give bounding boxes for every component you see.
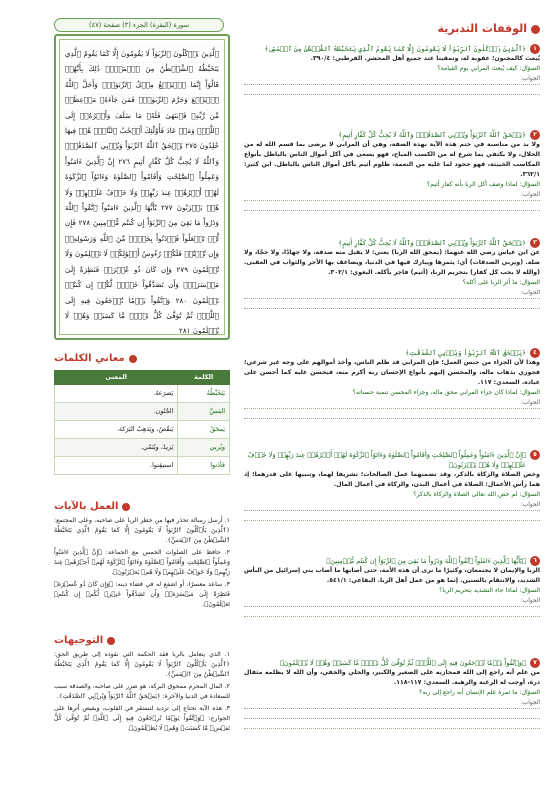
meaning-cell: يَزيدُ، ويُنَمّي. (55, 439, 178, 457)
section-dot-icon (129, 355, 137, 363)
question-number: ٣ (530, 238, 540, 248)
answer-line[interactable] (244, 85, 540, 95)
col-word: الكلمة (178, 371, 230, 385)
answer-line[interactable] (244, 607, 540, 617)
question-number: ٦ (530, 556, 540, 566)
surah-header: سورة (البقرة) الجزء (٣) صفحة (٤٧) (54, 18, 224, 32)
question-ask: السؤال: لم خص الله تعالى الصلاة والزكاة بالذكر؟ (413, 491, 540, 498)
meaning-cell: يَصرَعهُ. (55, 385, 178, 403)
quran-frame (54, 34, 230, 340)
question-number: ١ (530, 44, 540, 54)
question-number: ٤ (530, 348, 540, 358)
question-verse: ﴿إِنَّ ٱلَّذِينَ ءَامَنُواْ وَعَمِلُواْ ٱلصَّٰلِحَٰتِ وَأَقَامُواْ ٱلصَّلَوٰةَ وَءَاتَوُاْ ٱلزَّكَوٰةَ لَهُمۡ أَجۡرُهُمۡ عِندَ رَبِّهِمۡ وَلَا خَوۡفٌ عَلَيۡهِمۡ وَلَا هُمۡ يَحۡزَنُونَ﴾ (247, 451, 526, 469)
question-7 (244, 658, 540, 729)
words-title-wrap (54, 352, 137, 366)
question-3 (244, 238, 540, 309)
question-ask: السؤال: لماذا وصف أكل الربا بأنه كفار أثيم؟ (426, 181, 540, 188)
col-meaning: المعنى (55, 371, 178, 385)
left-column (18, 18, 230, 784)
table-row (55, 439, 230, 457)
word-cell: يَتَخَبَّطُهُ (178, 385, 230, 403)
list-item: ١. الذي يتعامل بالربا فقد الحكمة التي تقوده إلى طريق الحق: ﴿ٱلَّذِينَ يَأۡكُلُونَ ٱلرِّبَوٰاْ لَا يَقُومُونَ إِلَّا كَمَا يَقُومُ ٱلَّذِي يَتَخَبَّطُهُ ٱلشَّيۡطَٰنُ مِنَ ٱلۡمَسِّ﴾. (54, 651, 230, 678)
question-verse: ﴿يَمۡحَقُ ٱللَّهُ ٱلرِّبَوٰاْ وَيُرۡبِي ٱلصَّدَقَٰتِۗ وَٱللَّهُ لَا يُحِبُّ كُلَّ كَفَّارٍ أَثِيمٍ﴾ (338, 131, 526, 139)
answer-line[interactable] (244, 719, 540, 729)
question-verse: ﴿يَمۡحَقُ ٱللَّهُ ٱلرِّبَوٰاْ وَيُرۡبِي ٱلصَّدَقَٰتِۗ وَٱللَّهُ لَا يُحِبُّ كُلَّ كَفَّارٍ أَثِيمٍ﴾ (338, 239, 526, 247)
right-column (244, 18, 540, 784)
list-item: ١. أرسل رسالة تحذر فيها من خطر الربا على صاحبه، وعلى المجتمع: ﴿ٱلَّذِينَ يَأۡكُلُونَ ٱلرِّبَوٰاْ لَا يَقُومُونَ إِلَّا كَمَا يَقُومُ ٱلَّذِي يَتَخَبَّطُهُ ٱلشَّيۡطَٰنُ مِنَ ٱلۡمَسِّ﴾. (54, 517, 230, 544)
words-table (54, 370, 230, 475)
question-ask: السؤال: لماذا كان جزاء المرابي محق ماله، وجزاء المحسن تنمية حسناته؟ (352, 389, 540, 396)
question-ask: السؤال: ما ثمرة علم الإنسان أنه راجع إلى ربه؟ (419, 689, 540, 696)
guidance-list (54, 650, 230, 736)
question-text: الربا والإيمان لا يجتمعان، وكثيرًا ما نرى أن هذه الأمة، حتى أصابها ما أصاب بني إسرائيل من البأس الشديد، والانتقام بالسنين. إنما هو من عمل أهل الربا. البقاعي: ٥٤١/١. (244, 567, 540, 584)
answer-line[interactable]: الجواب: (244, 398, 540, 409)
word-cell: فَأذَنوا (178, 457, 230, 475)
question-text: وهذا لأن الجزاء من جنس العمل؛ فإن المرابي قد ظلم الناس، وأخذ أموالهم على وجه غير شرعي؛ فجوزي بذهاب ماله، والمحسن إليهم بأنواع الإحسان ربه أكرم منه، فيحسن عليه كما أحسن على عباده. السعدي: ١١٧. (244, 359, 540, 386)
deeds-list (54, 516, 230, 612)
answer-line[interactable]: الجواب: (244, 596, 540, 607)
question-number: ٥ (530, 450, 540, 460)
table-row (55, 457, 230, 475)
answer-line[interactable]: الجواب: (244, 74, 540, 85)
meaning-cell: الجُنُون. (55, 403, 178, 421)
mushaf-page (18, 18, 540, 784)
answer-line[interactable] (244, 709, 540, 719)
question-ask: السؤال: ما أثر الربا على أكله؟ (462, 279, 540, 286)
table-row (55, 421, 230, 439)
question-text: من علم أنه راجع إلى الله فمجازيه على الصغير والكبير، والجلي والخفي، وأن الله لا يظلمه مثقال ذرة، أوجب له الرغبة والرهبة. السعدي: ١١٧-١١٨. (244, 669, 540, 686)
word-cell: يَمحَقُ (178, 421, 230, 439)
answer-line[interactable] (244, 201, 540, 211)
question-ask: السؤال: كيف يُبعث المرابي يوم القيامة؟ (437, 65, 540, 72)
question-text: وخص الصلاة والزكاة بالذكر، وقد تضمنهما عمل الصالحات؛ تشريفا لهما، وتنبيها على قدرهما؛ إذ هما رأس الأعمال: الصلاة في أعمال البدن، والزكاة في أعمال المال. (244, 471, 540, 488)
guidance-title-wrap (54, 634, 115, 648)
question-text: يُبعث كالمجنون؛ عقوبة له، وتمقيتا عند جميع أهل المحشر. القرطبي: ٣٩٠/٤. (310, 55, 540, 62)
table-row (55, 403, 230, 421)
section-dot-icon (122, 503, 130, 511)
question-1 (244, 44, 540, 95)
answer-line[interactable]: الجواب: (244, 190, 540, 201)
question-verse: ﴿وَٱتَّقُواْ يَوۡمٗا تُرۡجَعُونَ فِيهِ إِلَى ٱللَّهِۖ ثُمَّ تُوَفَّىٰ كُلُّ نَفۡسٖ مَّا كَسَبَتۡ وَهُمۡ لَا يُظۡلَمُونَ﴾ (279, 659, 526, 667)
question-verse: ﴿يَٰٓأَيُّهَا ٱلَّذِينَ ءَامَنُواْ ٱتَّقُواْ ٱللَّهَ وَذَرُواْ مَا بَقِيَ مِنَ ٱلرِّبَوٰٓاْ إِن كُنتُم مُّؤۡمِنِينَ﴾ (326, 557, 526, 565)
word-cell: ويُربي (178, 439, 230, 457)
question-text: ولا بد من مناسبة في ختم هذه الآية بهذه الصفة، وهي أن المرابي لا يرضى بما قسم الله له من الحلال، ولا يكتفي بما شرع له من الكسب المباح، فهو يسعى في أكل أموال الناس بالباطل بأنواع المكاسب الخبيثة، فهو جحود لما عليه من النعمة، ظلوم أثيم بأكل أموال الناس بالباطل. ابن كثير: ٣٦٢/١. (244, 141, 540, 178)
list-item: ٢. حافظ على الصلوات الخمس مع الجماعة: ﴿إِنَّ ٱلَّذِينَ ءَامَنُواْ وَعَمِلُواْ ٱلصَّٰلِحَٰتِ وَأَقَامُواْ ٱلصَّلَوٰةَ وَءَاتَوُاْ ٱلزَّكَوٰةَ لَهُمۡ أَجۡرُهُمۡ عِندَ رَبِّهِمۡ وَلَا خَوۡفٌ عَلَيۡهِمۡ وَلَا هُمۡ يَحۡزَنُونَ﴾. (54, 549, 230, 576)
answer-line[interactable]: الجواب: (244, 500, 540, 511)
list-item: ٣. هذه الآية تحتاج إلى ترديد لتستقر في القلوب، ويفيض أثرها على الجوارح: ﴿وَٱتَّقُواْ يَوۡمٗا تُرۡجَعُونَ فِيهِ إِلَى ٱللَّهِۖ ثُمَّ تُوَفَّىٰ كُلُّ نَفۡسٖ مَّا كَسَبَتۡ وَهُمۡ لَا يُظۡلَمُونَ﴾. (54, 705, 230, 732)
quran-text: ٱلَّذِينَ يَأۡكُلُونَ ٱلرِّبَوٰاْ لَا يَقُومُونَ إِلَّا كَمَا يَقُومُ ٱلَّذِي يَتَخَبَّطُهُ ٱلشَّيۡطَٰنُ مِنَ ٱلۡمَسِّۚ ذَٰلِكَ بِأَنَّهُمۡ قَالُوٓاْ إِنَّمَا ٱلۡبَيۡعُ مِثۡلُ ٱلرِّبَوٰاْۗ وَأَحَلَّ ٱللَّهُ ٱلۡبَيۡعَ وَحَرَّمَ ٱلرِّبَوٰاْۚ فَمَن جَآءَهُۥ مَوۡعِظَةٞ مِّن رَّبِّهِۦ فَٱنتَهَىٰ فَلَهُۥ مَا سَلَفَ وَأَمۡرُهُۥٓ إِلَى ٱللَّهِۖ وَمَنۡ عَادَ فَأُوْلَٰٓئِكَ أَصۡحَٰبُ ٱلنَّارِۖ هُمۡ فِيهَا خَٰلِدُونَ ٢٧٥ يَمۡحَقُ ٱللَّهُ ٱلرِّبَوٰاْ وَيُرۡبِي ٱلصَّدَقَٰتِۗ وَٱللَّهُ لَا يُحِبُّ كُلَّ كَفَّارٍ أَثِيمٍ ٢٧٦ إِنَّ ٱلَّذِينَ ءَامَنُواْ وَعَمِلُواْ ٱلصَّٰلِحَٰتِ وَأَقَامُواْ ٱلصَّلَوٰةَ وَءَاتَوُاْ ٱلزَّكَوٰةَ لَهُمۡ أَجۡرُهُمۡ عِندَ رَبِّهِمۡ وَلَا خَوۡفٌ عَلَيۡهِمۡ وَلَا هُمۡ يَحۡزَنُونَ ٢٧٧ يَٰٓأَيُّهَا ٱلَّذِينَ ءَامَنُواْ ٱتَّقُواْ ٱللَّهَ وَذَرُواْ مَا بَقِيَ مِنَ ٱلرِّبَوٰٓاْ إِن كُنتُم مُّؤۡمِنِينَ ٢٧٨ فَإِن لَّمۡ تَفۡعَلُواْ فَأۡذَنُواْ بِحَرۡبٖ مِّنَ ٱللَّهِ وَرَسُولِهِۦۖ وَإِن تُبۡتُمۡ فَلَكُمۡ رُءُوسُ أَمۡوَٰلِكُمۡ لَا تَظۡلِمُونَ وَلَا تُظۡلَمُونَ ٢٧٩ وَإِن كَانَ ذُو عُسۡرَةٖ فَنَظِرَةٌ إِلَىٰ مَيۡسَرَةٖۚ وَأَن تَصَدَّقُواْ خَيۡرٞ لَّكُمۡ إِن كُنتُمۡ تَعۡلَمُونَ ٢٨٠ وَٱتَّقُواْ يَوۡمٗا تُرۡجَعُونَ فِيهِ إِلَى ٱللَّهِۖ ثُمَّ تُوَفَّىٰ كُلُّ نَفۡسٖ مَّا كَسَبَتۡ وَهُمۡ لَا يُظۡلَمُونَ ٢٨١ (59, 39, 225, 335)
words-title: معاني الكلمات (54, 353, 125, 364)
answer-line[interactable] (244, 409, 540, 419)
section-dot-icon (531, 25, 540, 34)
table-row (55, 385, 230, 403)
question-verse: ﴿يَمۡحَقُ ٱللَّهُ ٱلرِّبَوٰاْ وَيُرۡبِي ٱلصَّدَقَٰتِ﴾ (405, 349, 526, 357)
meaning-cell: استيقِنوا. (55, 457, 178, 475)
answer-line[interactable]: الجواب: (244, 698, 540, 709)
question-verse: ﴿ٱلَّذِينَ يَأۡكُلُونَ ٱلرِّبَوٰاْ لَا يَقُومُونَ إِلَّا كَمَا يَقُومُ ٱلَّذِي يَتَخَبَّطُهُ ٱلشَّيۡطَٰنُ مِنَ ٱلۡمَسِّ﴾ (264, 45, 526, 53)
deeds-title-wrap (54, 500, 130, 514)
word-cell: المَسِّ (178, 403, 230, 421)
meaning-cell: يَنقُصُ، ويَذهِبُ البَرَكة. (55, 421, 178, 439)
answer-line[interactable] (244, 299, 540, 309)
question-2 (244, 130, 540, 211)
list-item: ٣. ساعد معسرًا، أو اشفع له في قضاء دينه: ﴿وَإِن كَانَ ذُو عُسۡرَةٖ فَنَظِرَةٌ إِلَىٰ مَيۡسَرَةٖۚ وَأَن تَصَدَّقُواْ خَيۡرٞ لَّكُمۡ إِن كُنتُمۡ تَعۡلَمُونَ﴾. (54, 581, 230, 608)
list-item: ٢. المال المحرم ممحوق البركة، هو ضرر على صاحبه، والصدقة سبب للسعادة في الدنيا والآخرة: ﴿يَمۡحَقُ ٱللَّهُ ٱلرِّبَوٰاْ وَيُرۡبِي ٱلصَّدَقَٰتِ﴾. (54, 683, 230, 700)
question-6 (244, 556, 540, 617)
question-4 (244, 348, 540, 419)
question-ask: السؤال: لماذا جاء التشديد بتحريم الربا؟ (439, 587, 540, 594)
question-5 (244, 450, 540, 521)
deeds-title: العمل بالآيات (54, 501, 119, 512)
training-title-wrap (438, 22, 540, 37)
question-number: ٢ (530, 130, 540, 140)
question-text: عن ابن عباس رضي الله عنهما: (يمحق الله الربا) يعني: لا يقبل منه صدقة، ولا جهادًا، ولا حجًا، ولا صلة. (ويربي الصدقات) أي: يثمرها ويبارك فيها في الدنيا، ويضاعف بها الأجر والثواب في العقبى. (والله لا يحب كل كفار) بتحريم الربا، (أثيم) فاجر بأكله. البغوي: ٣٠٢/١. (244, 249, 540, 276)
section-dot-icon (107, 637, 115, 645)
question-number: ٧ (530, 658, 540, 668)
answer-line[interactable] (244, 511, 540, 521)
training-title: الوقفات التدبرية (437, 22, 527, 35)
answer-line[interactable]: الجواب: (244, 288, 540, 299)
guidance-title: التوجيهات (54, 635, 104, 646)
